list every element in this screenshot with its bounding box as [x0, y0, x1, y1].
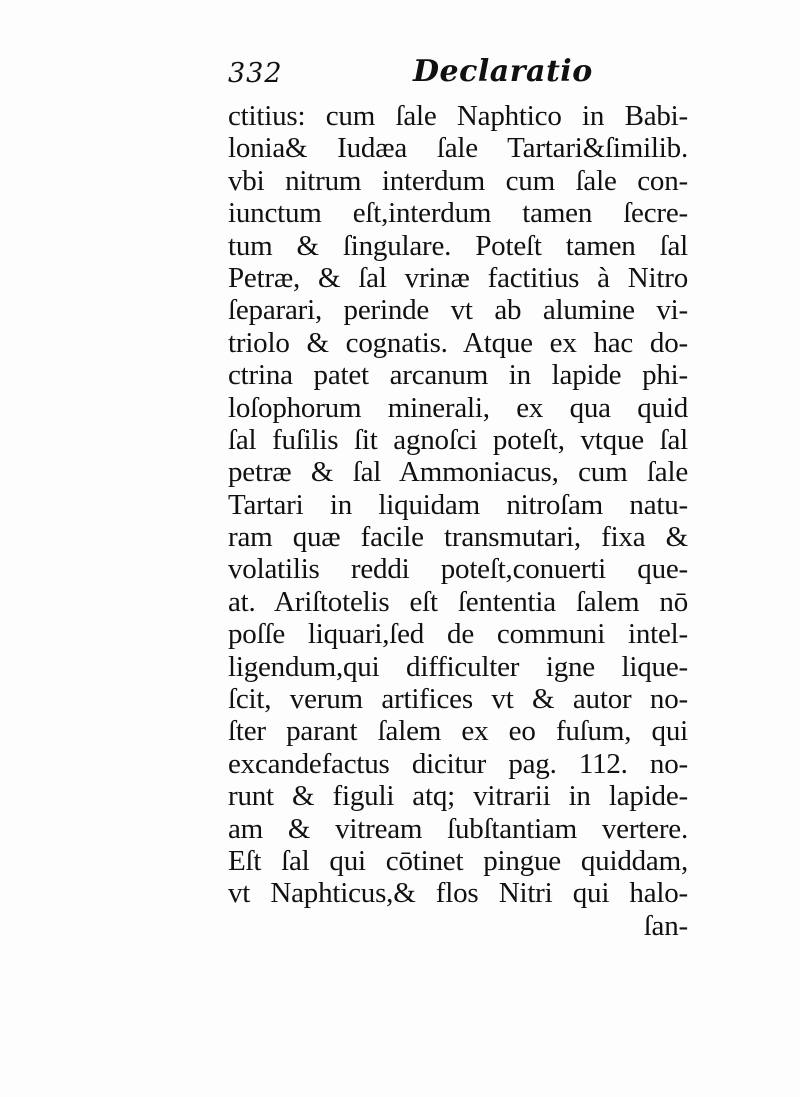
text-line: loſophorum minerali, ex qua quid	[228, 391, 688, 424]
text-line: volatilis reddi poteſt,conuerti que-	[228, 553, 688, 586]
text-line: excandefactus dicitur pag. 112. no-	[228, 747, 688, 780]
text-line: vbi nitrum interdum cum ſale con-	[228, 164, 688, 197]
text-line: Eſt ſal qui cōtinet pingue quiddam,	[228, 844, 688, 877]
text-line: lonia& Iudæa ſale Tartari&ſimilib.	[228, 132, 688, 165]
text-line: ctrina patet arcanum in lapide phi-	[228, 359, 688, 392]
text-line: poſſe liquari,ſed de communi intel-	[228, 618, 688, 651]
text-line: ſal fuſilis ſit agnoſci poteſt, vtque ſal	[228, 423, 688, 456]
text-line: Petræ, & ſal vrinæ factitius à Nitro	[228, 261, 688, 294]
body-text	[228, 100, 688, 942]
text-line: tum & ſingulare. Poteſt tamen ſal	[228, 229, 688, 262]
catchword: ſan-	[643, 909, 688, 942]
text-line: triolo & cognatis. Atque ex hac do-	[228, 326, 688, 359]
text-line: at. Ariſtotelis eſt ſententia ſalem nō	[228, 585, 688, 618]
page-number: 332	[228, 58, 283, 89]
text-line: ram quæ facile transmutari, fixa &	[228, 521, 688, 554]
text-line: ſter parant ſalem ex eo fuſum, qui	[228, 715, 688, 748]
text-line: ligendum,qui difficulter igne lique-	[228, 650, 688, 683]
text-line: ſeparari, perinde vt ab alumine vi-	[228, 294, 688, 327]
text-line: petræ & ſal Ammoniacus, cum ſale	[228, 456, 688, 489]
text-line: iunctum eſt,interdum tamen ſecre-	[228, 197, 688, 230]
running-head: Declaratio	[413, 54, 593, 89]
text-line: ctitius: cum ſale Naphtico in Babi-	[228, 100, 688, 132]
text-line: ſcit, verum artifices vt & autor no-	[228, 683, 688, 716]
page-header	[228, 52, 688, 96]
text-line: runt & figuli atq; vitrarii in lapide-	[228, 780, 688, 813]
text-line: Tartari in liquidam nitroſam natu-	[228, 488, 688, 521]
text-line: am & vitream ſubſtantiam vertere.	[228, 812, 688, 845]
text-line: vt Naphticus,& flos Nitri qui halo-	[228, 877, 688, 910]
